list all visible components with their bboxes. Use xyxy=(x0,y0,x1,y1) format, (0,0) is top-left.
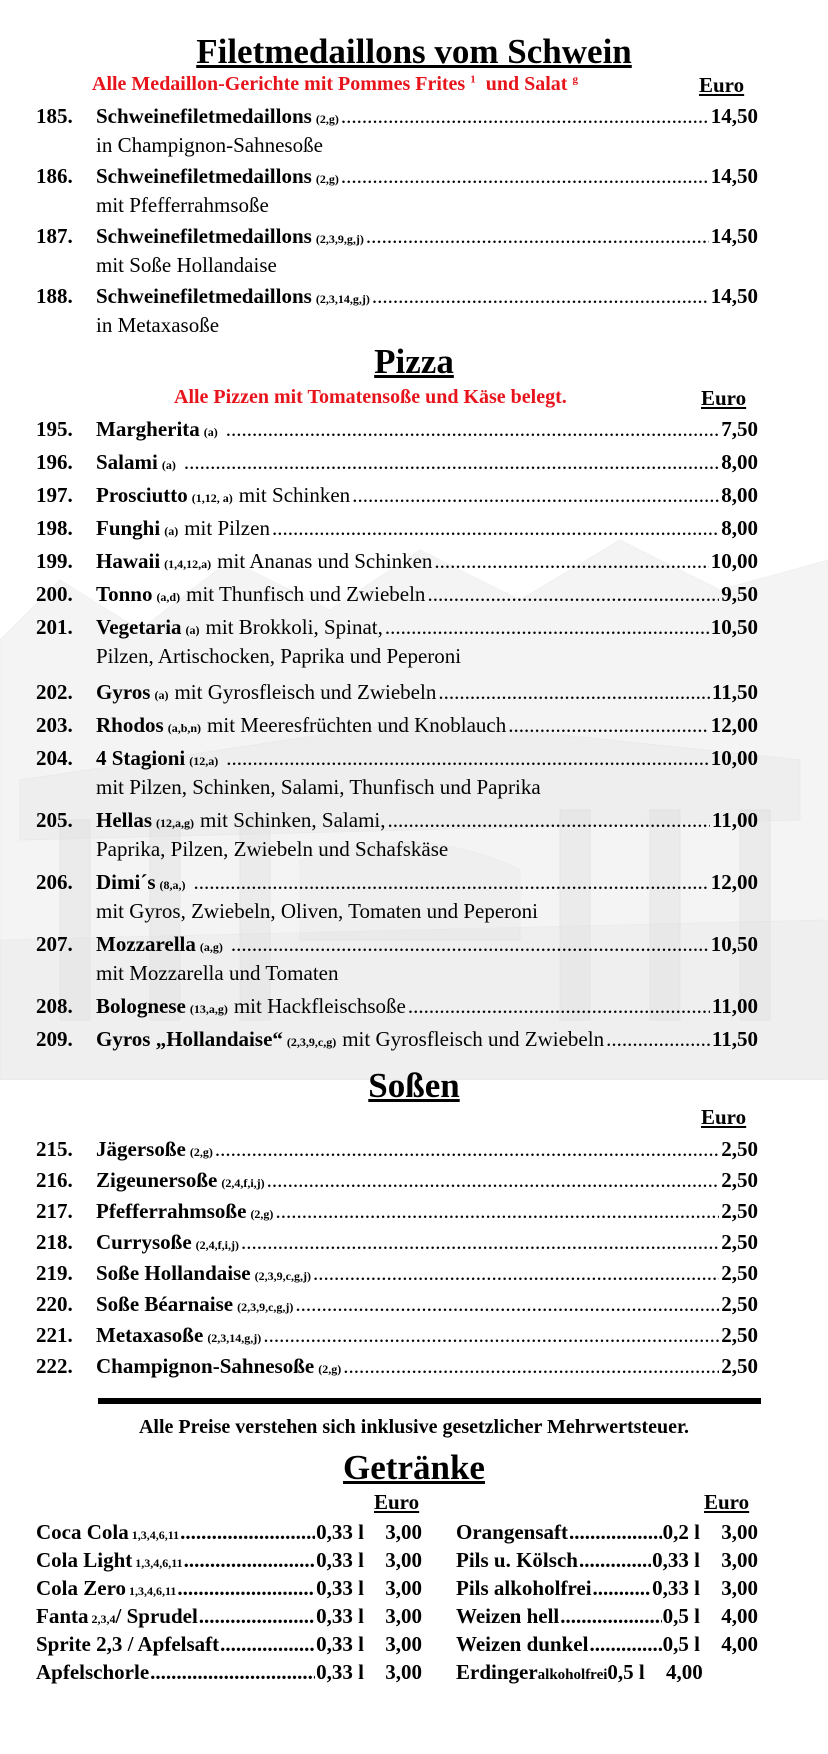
item-name: Jägersoße xyxy=(96,1137,186,1161)
drink-price: 4,00 xyxy=(666,1660,703,1684)
leader-dots xyxy=(387,805,709,835)
item-name: Schweinefiletmedaillons xyxy=(96,164,312,188)
menu-item-219 xyxy=(36,1258,758,1288)
item-name: Prosciutto xyxy=(96,483,188,507)
item-allergens: (1,12, a) xyxy=(191,491,233,505)
item-desc: mit Gyrosfleisch und Zwiebeln xyxy=(174,680,437,704)
drink-sprite-apfelsaft xyxy=(36,1630,422,1658)
item-number: 209. xyxy=(36,1027,73,1051)
medaillons-euro-header: Euro xyxy=(699,73,745,97)
item-price: 11,50 xyxy=(711,1027,758,1051)
leader-dots xyxy=(231,929,709,959)
menu-item-199 xyxy=(36,546,758,576)
item-allergens: (2,3,9,c,g,j) xyxy=(237,1300,294,1314)
section-title-sossen: Soßen xyxy=(368,1066,460,1105)
medaillons-subtitle xyxy=(92,73,578,96)
item-price: 2,50 xyxy=(721,1199,758,1223)
menu-item-218 xyxy=(36,1227,758,1257)
menu-item-188 xyxy=(36,281,758,311)
leader-dots xyxy=(241,1227,719,1257)
leader-dots xyxy=(313,1258,719,1288)
drink-name: Coca Cola xyxy=(36,1520,129,1544)
item-price: 14,50 xyxy=(710,284,758,308)
item-allergens: (2,g) xyxy=(315,172,339,186)
item-name: Mozzarella xyxy=(96,932,196,956)
medaillons-subtitle-sup2: g xyxy=(572,73,578,86)
leader-dots xyxy=(372,281,709,311)
item-allergens: (2,3,14,g,j) xyxy=(315,292,370,306)
item-number: 201. xyxy=(36,615,73,639)
leader-dots xyxy=(438,677,710,707)
drink-price: 4,00 xyxy=(721,1632,758,1656)
item-number: 203. xyxy=(36,713,73,737)
leader-dots xyxy=(427,579,719,609)
item-allergens: (a,g) xyxy=(199,940,223,954)
item-allergens: (2,4,f,i,j) xyxy=(195,1238,239,1252)
drink-weizen-dunkel xyxy=(456,1630,758,1658)
item-name: Currysoße xyxy=(96,1230,192,1254)
item-number: 200. xyxy=(36,582,73,606)
menu-item-185 xyxy=(36,101,758,131)
menu-item-222 xyxy=(36,1351,758,1381)
item-name: Hawaii xyxy=(96,549,161,573)
leader-dots xyxy=(184,447,719,477)
item-allergens: (1,4,12,a) xyxy=(164,557,212,571)
pizza-euro-header: Euro xyxy=(701,386,747,410)
drink-price: 3,00 xyxy=(385,1548,422,1572)
item-desc: mit Meeresfrüchten und Knoblauch xyxy=(207,713,507,737)
item-price: 12,00 xyxy=(710,713,758,737)
item-number: 217. xyxy=(36,1199,73,1223)
menu-item-195 xyxy=(36,414,758,444)
leader-dots xyxy=(267,1165,720,1195)
drink-price: 3,00 xyxy=(385,1520,422,1544)
drink-additives: 1,3,4,6,11 xyxy=(135,1556,183,1570)
item-name: Metaxasoße xyxy=(96,1323,204,1347)
drink-name: Apfelschorle xyxy=(36,1660,150,1684)
drink-volume: 0,5 l xyxy=(662,1632,700,1656)
menu-item-209 xyxy=(36,1024,758,1054)
item-desc: mit Gyrosfleisch und Zwiebeln xyxy=(342,1027,605,1051)
drink-erdinger-alkoholfrei xyxy=(456,1658,758,1686)
item-number: 220. xyxy=(36,1292,73,1316)
vat-note: Alle Preise verstehen sich inklusive gesetzlicher Mehrwertsteuer. xyxy=(138,1416,690,1438)
drink-cola-zero xyxy=(36,1574,422,1602)
leader-dots xyxy=(579,1546,651,1574)
item-allergens: (2,g) xyxy=(189,1145,213,1159)
menu-item-200 xyxy=(36,579,758,609)
drink-volume: 0,33 l xyxy=(316,1632,364,1656)
item-allergens: (a,b,n) xyxy=(167,721,202,735)
leader-dots xyxy=(569,1518,662,1546)
leader-dots xyxy=(606,1024,710,1054)
item-price: 14,50 xyxy=(710,224,758,248)
item-number: 185. xyxy=(36,104,73,128)
drink-cola-light xyxy=(36,1546,422,1574)
drink-additives: 1,3,4,6,11 xyxy=(131,1528,180,1542)
section-title-medaillons: Filetmedaillons vom Schwein xyxy=(196,32,632,71)
medaillons-subtitle-mid: und Salat xyxy=(485,73,568,95)
drink-price: 3,00 xyxy=(385,1632,422,1656)
leader-dots xyxy=(199,1602,315,1630)
drink-name-rest: / Sprudel xyxy=(115,1604,198,1628)
menu-item-204 xyxy=(36,743,758,773)
item-allergens: (2,g) xyxy=(315,112,339,126)
item-allergens: (12,a,g) xyxy=(156,816,194,830)
item-number: 186. xyxy=(36,164,73,188)
leader-dots xyxy=(150,1658,315,1686)
leader-dots xyxy=(366,221,709,251)
drink-volume: 0,33 l xyxy=(316,1520,364,1544)
item-number: 222. xyxy=(36,1354,73,1378)
item-price: 2,50 xyxy=(721,1354,758,1378)
item-allergens: (a) xyxy=(203,425,218,439)
leader-dots xyxy=(385,612,709,642)
menu-item-203 xyxy=(36,710,758,740)
item-number: 195. xyxy=(36,417,73,441)
drink-price: 3,00 xyxy=(721,1576,758,1600)
leader-dots xyxy=(226,414,719,444)
item-desc: mit Thunfisch und Zwiebeln xyxy=(186,582,426,606)
drink-volume: 0,33 l xyxy=(316,1548,364,1572)
leader-dots xyxy=(194,867,709,897)
item-number: 196. xyxy=(36,450,73,474)
item-description: mit Gyros, Zwiebeln, Oliven, Tomaten und Peperoni xyxy=(96,899,538,923)
item-allergens: (13,a,g) xyxy=(189,1002,228,1016)
item-number: 207. xyxy=(36,932,73,956)
item-allergens: (2,g) xyxy=(318,1362,342,1376)
leader-dots xyxy=(177,1574,315,1602)
drink-coca-cola xyxy=(36,1518,422,1546)
item-price: 11,00 xyxy=(711,808,758,832)
item-name: Salami xyxy=(96,450,158,474)
item-allergens: (2,4,f,i,j) xyxy=(221,1176,265,1190)
leader-dots xyxy=(275,1196,719,1226)
item-number: 188. xyxy=(36,284,73,308)
item-allergens: (2,3,9,c,g,j) xyxy=(254,1269,311,1283)
item-price: 2,50 xyxy=(721,1230,758,1254)
drink-volume: 0,33 l xyxy=(316,1576,364,1600)
item-price: 2,50 xyxy=(721,1261,758,1285)
menu-item-215 xyxy=(36,1134,758,1164)
leader-dots xyxy=(589,1630,661,1658)
item-desc: mit Schinken, Salami, xyxy=(200,808,386,832)
drink-fanta-sprudel xyxy=(36,1602,422,1630)
drink-name: Pils u. Kölsch xyxy=(456,1548,578,1572)
item-price: 7,50 xyxy=(721,417,758,441)
drink-volume: 0,2 l xyxy=(662,1520,700,1544)
item-price: 8,00 xyxy=(721,450,758,474)
leader-dots xyxy=(593,1574,652,1602)
menu-item-187 xyxy=(36,221,758,251)
item-price: 2,50 xyxy=(721,1137,758,1161)
drink-volume: 0,33 l xyxy=(652,1576,700,1600)
item-name: Funghi xyxy=(96,516,161,540)
drink-price: 3,00 xyxy=(721,1520,758,1544)
drink-volume: 0,33 l xyxy=(316,1660,364,1684)
menu-item-197 xyxy=(36,480,758,510)
item-price: 8,00 xyxy=(721,483,758,507)
section-title-getraenke: Getränke xyxy=(343,1448,485,1487)
item-price: 8,00 xyxy=(721,516,758,540)
item-description: Paprika, Pilzen, Zwiebeln und Schafskäse xyxy=(96,837,449,861)
drink-apfelschorle xyxy=(36,1658,422,1686)
drink-price: 3,00 xyxy=(385,1604,422,1628)
item-desc: mit Hackfleischsoße xyxy=(233,994,406,1018)
leader-dots xyxy=(343,1351,719,1381)
item-number: 197. xyxy=(36,483,73,507)
section-title-pizza: Pizza xyxy=(374,342,454,381)
item-name: Soße Béarnaise xyxy=(96,1292,234,1316)
item-price: 2,50 xyxy=(721,1168,758,1192)
item-description: Pilzen, Artischocken, Paprika und Peperoni xyxy=(96,644,462,668)
medaillons-subtitle-text: Alle Medaillon-Gerichte mit Pommes Frites xyxy=(92,73,466,95)
item-allergens: (a) xyxy=(185,623,200,637)
item-number: 198. xyxy=(36,516,73,540)
item-name: Rhodos xyxy=(96,713,164,737)
drink-price: 3,00 xyxy=(385,1576,422,1600)
leader-dots xyxy=(341,161,709,191)
leader-dots xyxy=(226,743,708,773)
item-name: Gyros „Hollandaise“ xyxy=(96,1027,283,1051)
item-price: 14,50 xyxy=(710,104,758,128)
item-number: 218. xyxy=(36,1230,73,1254)
item-number: 208. xyxy=(36,994,73,1018)
item-price: 10,00 xyxy=(710,746,758,770)
leader-dots xyxy=(408,991,710,1021)
item-name: Hellas xyxy=(96,808,152,832)
drink-name: Fanta xyxy=(36,1604,89,1628)
drink-orangensaft xyxy=(456,1518,758,1546)
drink-name: Weizen dunkel xyxy=(456,1632,589,1656)
drink-name: Weizen hell xyxy=(456,1604,560,1628)
item-allergens: (a) xyxy=(154,688,169,702)
item-name: Gyros xyxy=(96,680,151,704)
item-allergens: (2,g) xyxy=(250,1207,274,1221)
item-number: 205. xyxy=(36,808,73,832)
item-price: 2,50 xyxy=(721,1292,758,1316)
leader-dots xyxy=(263,1320,719,1350)
item-price: 10,50 xyxy=(710,932,758,956)
item-number: 221. xyxy=(36,1323,73,1347)
menu-item-208 xyxy=(36,991,758,1021)
item-number: 215. xyxy=(36,1137,73,1161)
item-number: 202. xyxy=(36,680,73,704)
drink-volume: 0,5 l xyxy=(662,1604,700,1628)
menu-item-206 xyxy=(36,867,758,897)
item-allergens: (a) xyxy=(164,524,179,538)
drink-volume: 0,5 l xyxy=(607,1660,645,1684)
drink-pils-alkoholfrei xyxy=(456,1574,758,1602)
menu-item-216 xyxy=(36,1165,758,1195)
drink-pils-koelsch xyxy=(456,1546,758,1574)
divider xyxy=(98,1398,761,1404)
item-name: Bolognese xyxy=(96,994,186,1018)
item-desc: mit Brokkoli, Spinat, xyxy=(205,615,383,639)
drink-additives: 2,3,4 xyxy=(91,1612,116,1626)
leader-dots xyxy=(560,1602,661,1630)
drink-name: Pils alkoholfrei xyxy=(456,1576,592,1600)
item-price: 10,00 xyxy=(710,549,758,573)
menu-item-201 xyxy=(36,612,758,642)
menu-item-220 xyxy=(36,1289,758,1319)
leader-dots xyxy=(184,1546,316,1574)
item-name: Champignon-Sahnesoße xyxy=(96,1354,315,1378)
item-desc: mit Pilzen xyxy=(184,516,270,540)
drink-price: 3,00 xyxy=(721,1548,758,1572)
item-desc: mit Schinken xyxy=(238,483,351,507)
drink-name: Erdinger xyxy=(456,1660,538,1684)
item-description: mit Pilzen, Schinken, Salami, Thunfisch und Paprika xyxy=(96,775,541,799)
menu-item-217 xyxy=(36,1196,758,1226)
item-description: in Champignon-Sahnesoße xyxy=(96,133,323,157)
leader-dots xyxy=(215,1134,719,1164)
getraenke-euro-header-left: Euro xyxy=(374,1490,420,1514)
item-price: 12,00 xyxy=(710,870,758,894)
menu-item-198 xyxy=(36,513,758,543)
menu-item-186 xyxy=(36,161,758,191)
menu-item-202 xyxy=(36,677,758,707)
menu-item-207 xyxy=(36,929,758,959)
item-name: Vegetaria xyxy=(96,615,182,639)
getraenke-euro-header-right: Euro xyxy=(704,1490,750,1514)
item-name: Tonno xyxy=(96,582,153,606)
leader-dots xyxy=(272,513,719,543)
leader-dots xyxy=(295,1289,719,1319)
item-allergens: (2,3,14,g,j) xyxy=(207,1331,262,1345)
drink-weizen-hell xyxy=(456,1602,758,1630)
leader-dots xyxy=(352,480,719,510)
item-price: 11,00 xyxy=(711,994,758,1018)
drink-volume: 0,33 l xyxy=(316,1604,364,1628)
leader-dots xyxy=(220,1630,315,1658)
item-allergens: (a,d) xyxy=(156,590,181,604)
sossen-euro-header: Euro xyxy=(701,1105,747,1129)
item-number: 199. xyxy=(36,549,73,573)
item-name: Schweinefiletmedaillons xyxy=(96,104,312,128)
menu-item-221 xyxy=(36,1320,758,1350)
item-number: 219. xyxy=(36,1261,73,1285)
leader-dots xyxy=(508,710,709,740)
item-price: 11,50 xyxy=(711,680,758,704)
item-name: Pfefferrahmsoße xyxy=(96,1199,247,1223)
item-description: mit Soße Hollandaise xyxy=(96,253,277,277)
item-description: mit Mozzarella und Tomaten xyxy=(96,961,339,985)
item-desc: mit Ananas und Schinken xyxy=(217,549,433,573)
menu-item-196 xyxy=(36,447,758,477)
item-price: 10,50 xyxy=(710,615,758,639)
leader-dots xyxy=(341,101,709,131)
item-allergens: (12,a) xyxy=(189,754,219,768)
drink-additives: 1,3,4,6,11 xyxy=(129,1584,177,1598)
drink-price: 4,00 xyxy=(721,1604,758,1628)
item-number: 187. xyxy=(36,224,73,248)
drink-volume: 0,33 l xyxy=(652,1548,700,1572)
item-number: 204. xyxy=(36,746,73,770)
item-name: Schweinefiletmedaillons xyxy=(96,284,312,308)
item-name: 4 Stagioni xyxy=(96,746,186,770)
item-allergens: (2,3,9,c,g) xyxy=(286,1035,337,1049)
item-number: 206. xyxy=(36,870,73,894)
drink-name: Cola Zero xyxy=(36,1576,127,1600)
item-name: Soße Hollandaise xyxy=(96,1261,251,1285)
pizza-subtitle: Alle Pizzen mit Tomatensoße und Käse belegt. xyxy=(174,386,567,408)
item-name: Zigeunersoße xyxy=(96,1168,218,1192)
medaillons-subtitle-sup1: 1 xyxy=(470,73,476,86)
menu-item-205 xyxy=(36,805,758,835)
item-description: in Metaxasoße xyxy=(96,313,220,337)
drink-name: Orangensaft xyxy=(456,1520,568,1544)
item-allergens: (2,3,9,g,j) xyxy=(315,232,364,246)
item-description: mit Pfefferrahmsoße xyxy=(96,193,269,217)
item-name: Schweinefiletmedaillons xyxy=(96,224,312,248)
drink-price: 3,00 xyxy=(385,1660,422,1684)
item-allergens: (a) xyxy=(161,458,176,472)
item-allergens: (8,a,) xyxy=(159,878,186,892)
item-price: 9,50 xyxy=(721,582,758,606)
item-name: Margherita xyxy=(96,417,200,441)
drink-name: Sprite 2,3 / Apfelsaft xyxy=(36,1632,220,1656)
item-name: Dimi´s xyxy=(96,870,156,894)
leader-dots xyxy=(434,546,708,576)
drink-name: Cola Light xyxy=(36,1548,133,1572)
item-price: 2,50 xyxy=(721,1323,758,1347)
leader-dots xyxy=(180,1518,315,1546)
drink-name-suffix: alkoholfrei xyxy=(537,1667,608,1683)
item-price: 14,50 xyxy=(710,164,758,188)
item-number: 216. xyxy=(36,1168,73,1192)
